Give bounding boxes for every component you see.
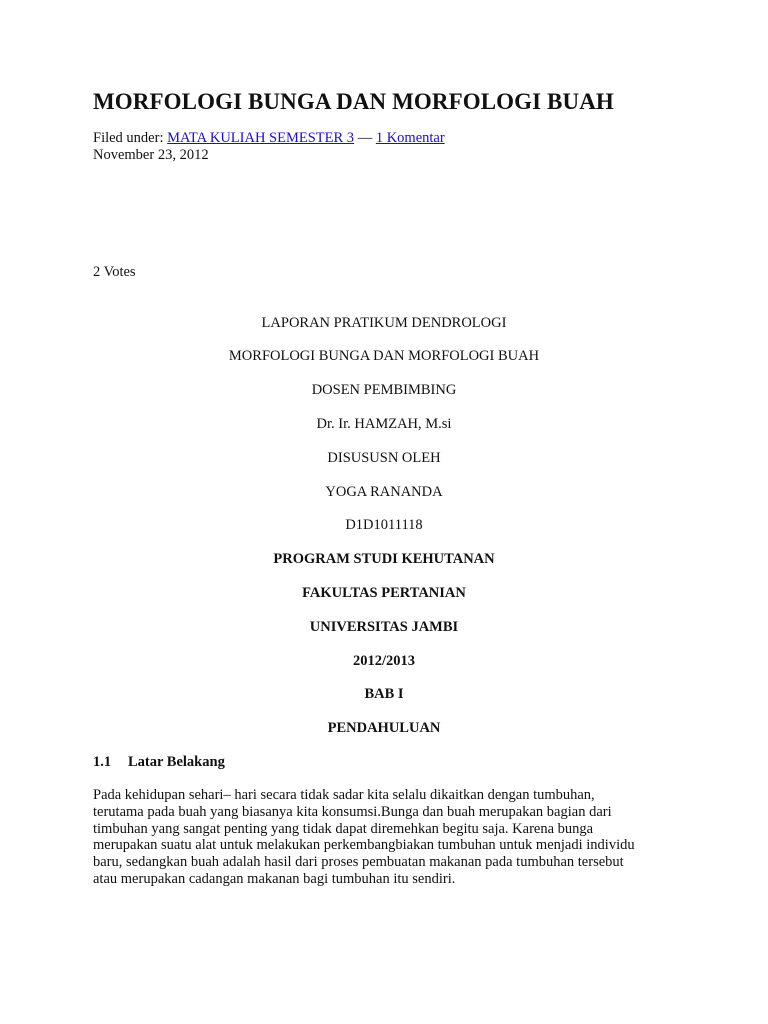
cover-supervisor-name: Dr. Ir. HAMZAH, M.si bbox=[316, 416, 452, 432]
chapter-title: PENDAHULUAN bbox=[327, 720, 441, 736]
section-title: Latar Belakang bbox=[128, 754, 225, 770]
paragraph-line: Pada kehidupan sehari– hari secara tidak sadar kita selalu dikaitkan dengan tumbuhan, bbox=[93, 787, 595, 803]
cover-author-label: DISUSUSN OLEH bbox=[327, 450, 441, 466]
paragraph-line: atau merupakan cadangan makanan bagi tumbuhan itu sendiri. bbox=[93, 870, 456, 887]
paragraph-line: baru, sedangkan buah adalah hasil dari proses pembuatan makanan pada tumbuhan tersebut bbox=[93, 854, 624, 871]
votes-count: 2 Votes bbox=[93, 264, 136, 280]
cover-university: UNIVERSITAS JAMBI bbox=[309, 619, 459, 635]
meta-separator: — bbox=[357, 130, 373, 146]
paragraph-line: terutama pada buah yang biasanya kita konsumsi.Bunga dan buah merupakan bagian dari bbox=[93, 803, 612, 820]
post-date: November 23, 2012 bbox=[93, 147, 209, 163]
post-meta bbox=[93, 130, 445, 164]
paragraph-line: timbuhan yang sangat penting yang tidak dapat diremehkan begitu saja. Karena bunga bbox=[93, 820, 594, 837]
chapter-number: BAB I bbox=[364, 686, 404, 702]
section-number: 1.1 bbox=[93, 754, 112, 770]
cover-faculty: FAKULTAS PERTANIAN bbox=[302, 585, 466, 601]
section-heading bbox=[93, 754, 225, 771]
cover-report-title: LAPORAN PRATIKUM DENDROLOGI bbox=[261, 315, 507, 331]
body-paragraph bbox=[93, 787, 693, 888]
cover-study-program: PROGRAM STUDI KEHUTANAN bbox=[273, 551, 495, 567]
paragraph-line: merupakan suatu alat untuk melakukan perkembangbiakan tumbuhan untuk menjadi individu bbox=[93, 837, 635, 854]
category-link[interactable]: MATA KULIAH SEMESTER 3 bbox=[167, 130, 355, 146]
cover-author-name: YOGA RANANDA bbox=[325, 484, 443, 500]
filed-under-label: Filed under: bbox=[93, 130, 164, 146]
cover-subject: MORFOLOGI BUNGA DAN MORFOLOGI BUAH bbox=[228, 348, 540, 364]
filed-under-line bbox=[93, 130, 445, 147]
post-title: MORFOLOGI BUNGA DAN MORFOLOGI BUAH bbox=[93, 89, 614, 114]
comments-link[interactable]: 1 Komentar bbox=[375, 130, 445, 146]
cover-academic-year: 2012/2013 bbox=[352, 653, 416, 669]
cover-student-id: D1D1011118 bbox=[345, 517, 423, 533]
cover-supervisor-label: DOSEN PEMBIMBING bbox=[311, 382, 457, 398]
